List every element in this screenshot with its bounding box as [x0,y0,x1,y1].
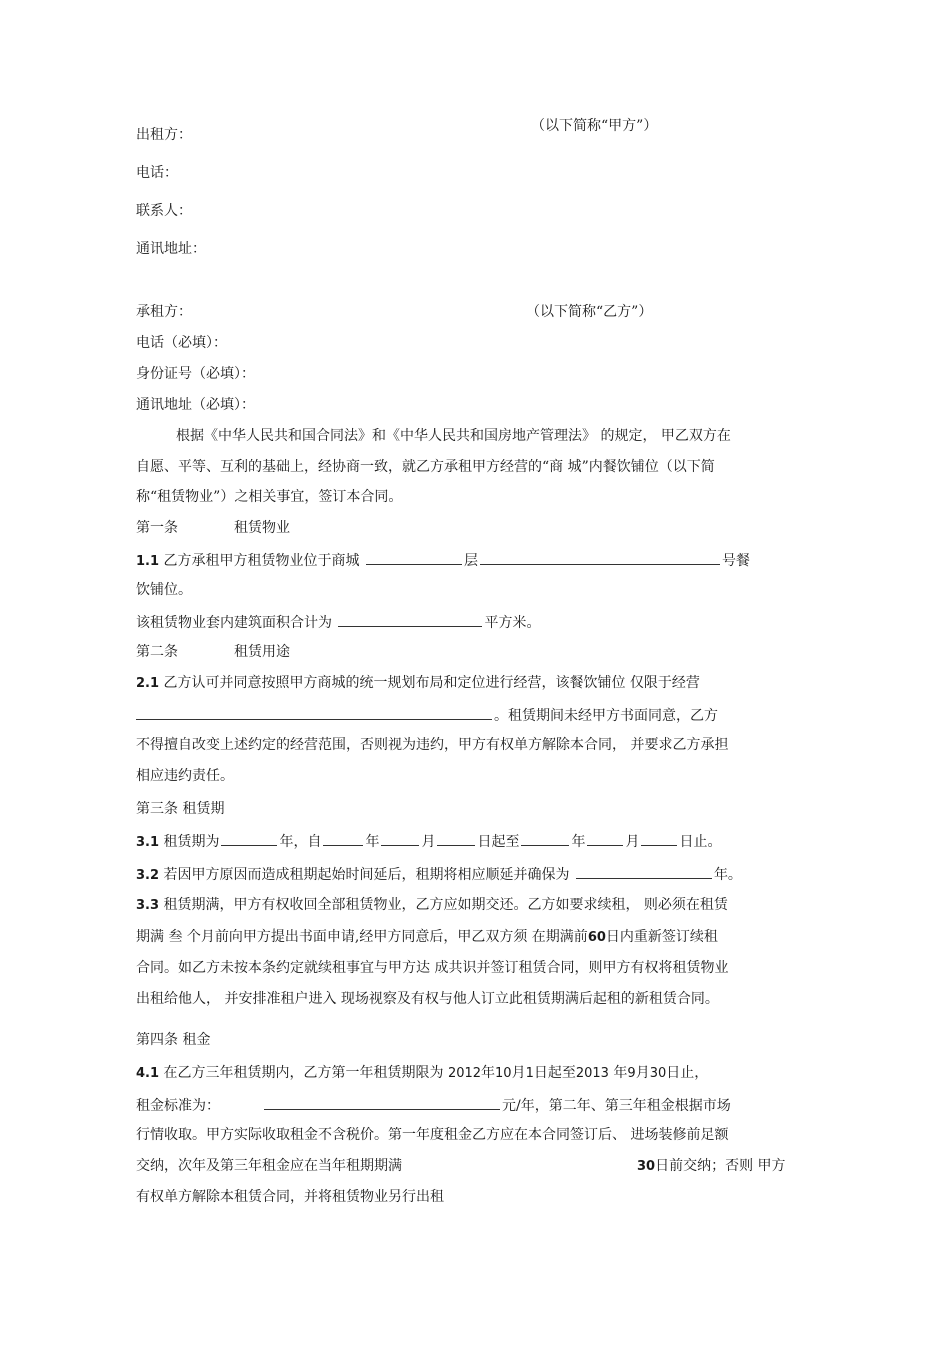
clause-4-1-line-1 [136,1063,708,1083]
clause-4-1-text-f: 日前交纳；否则 甲方 [655,1158,786,1174]
first-year-end-day: 30 [649,1066,667,1081]
clause-3-1-text-e: 日起至 [477,834,520,850]
lessee-address: 通讯地址（必填）： [136,397,255,413]
clause-1-1-line-1 [136,549,750,569]
clause-1-1-number: 1.1 [136,554,160,569]
extended-term-blank[interactable] [576,863,712,879]
unit-number-blank[interactable] [480,549,720,565]
clause-3-1-text-a: 租赁期为 [163,834,220,850]
lessee-label: 承租方： [136,304,192,320]
end-day-text: 日止， [666,1065,709,1081]
end-year-blank[interactable] [521,830,569,846]
clause-3-3-line-3: 合同。如乙方未按本条约定就续租事宜与甲方达 成共识并签订租赁合同，则甲方有权将租赁物业 [136,960,729,976]
first-year-end-month: 9 [627,1066,636,1081]
start-year-blank[interactable] [323,830,363,846]
month-char-2: 月 [635,1065,650,1081]
preamble-line-1: 根据《中华人民共和国合同法》和《中华人民共和国房地产管理法》 的规定， 甲乙双方在 [176,428,731,444]
clause-2-1-text-b: 。租赁期间未经甲方书面同意，乙方 [494,708,718,724]
end-month-blank[interactable] [587,830,623,846]
clause-3-3-line-2 [136,927,718,947]
clause-1-1-text-b: 层 [463,553,478,569]
clause-1-1-text-f: 平方米。 [484,615,541,631]
lessor-address: 通讯地址： [136,241,206,257]
clause-3-1 [136,830,721,850]
lessee-id-number: 身份证号（必填）： [136,366,255,382]
clause-4-1-line-4: 交纳，次年及第三年租金应在当年租期期满 [136,1158,402,1174]
clause-4-1-line-5: 有权单方解除本租赁合同，并将租赁物业另行出租 [136,1189,444,1205]
clause-3-2 [136,863,742,883]
clause-1-1-text-c: 号餐 [721,553,750,569]
clause-2-1-line-2 [136,704,718,724]
year-char-1: 年 [481,1065,496,1081]
clause-4-1-text-c: 元/年，第二年、第三年租金根据市场 [502,1098,731,1114]
clause-1-1-text-a: 乙方承租甲方租赁物业位于商城 [163,553,360,569]
from-to-text: 日起至 [533,1065,576,1081]
clause-2-1-line-1 [136,673,700,693]
clause-4-1-line-2 [136,1094,731,1114]
clause-3-1-text-h: 日止。 [679,834,722,850]
year-char-2: 年 [613,1065,628,1081]
clause-2-1-line-3: 不得擅自改变上述约定的经营范围，否则视为违约，甲方有权单方解除本合同， 并要求乙方承担 [136,737,729,753]
first-year-start-month: 10 [495,1066,512,1081]
month-char-1: 月 [511,1065,526,1081]
clause-4-1-text-b: 租金标准为： [136,1098,220,1114]
lessee-alias: （以下简称“乙方”） [526,304,653,320]
clause-3-3-days: 60 [587,930,606,945]
article-1-number: 第一条 [136,520,178,536]
article-3-heading: 第三条 租赁期 [136,801,225,817]
clause-2-1-number: 2.1 [136,676,160,691]
clause-3-1-text-c: 年 [365,834,380,850]
clause-1-1-line-3 [136,611,540,631]
term-years-blank[interactable] [221,830,277,846]
article-1-heading [136,518,290,538]
article-2-heading [136,642,290,662]
floor-blank[interactable] [366,549,462,565]
clause-4-1-line-3: 行情收取。甲方实际收取租金不含税价。第一年度租金乙方应在本合同签订后、 进场装修前足额 [136,1127,729,1143]
clause-4-1-text-a: 在乙方三年租赁期内，乙方第一年租赁期限为 [163,1065,444,1081]
payment-days: 30 [637,1159,656,1174]
clause-3-1-text-b: 年，自 [279,834,322,850]
article-1-title: 租赁物业 [234,520,290,536]
clause-3-2-number: 3.2 [136,868,160,883]
clause-3-2-text-b: 年。 [713,867,742,883]
clause-3-3-line-4: 出租给他人， 并安排准租户进入 现场视察及有权与他人订立此租赁期满后起租的新租赁合同。 [136,991,719,1007]
annual-rent-blank[interactable] [264,1094,500,1110]
area-blank[interactable] [338,611,482,627]
clause-3-1-number: 3.1 [136,835,160,850]
article-4-heading: 第四条 租金 [136,1032,211,1048]
clause-3-3-text-b1: 期满 叁 个月前向甲方提出书面申请,经甲方同意后，甲乙双方须 在期满前 [136,929,588,945]
clause-4-1-line-4-right [637,1156,786,1177]
lessor-phone: 电话： [136,165,178,181]
clause-3-3-text-b3: 日内重新签订续租 [605,929,718,945]
lessor-contact: 联系人： [136,203,192,219]
clause-1-1-text-e: 该租赁物业套内建筑面积合计为 [136,615,332,631]
clause-1-1-line-2: 饮铺位。 [136,582,192,598]
clause-3-1-text-f: 年 [571,834,586,850]
lessor-label: 出租方： [136,127,192,143]
article-2-number: 第二条 [136,644,178,660]
start-month-blank[interactable] [381,830,419,846]
first-year-start-day: 1 [525,1066,534,1081]
clause-3-1-text-d: 月 [421,834,436,850]
start-day-blank[interactable] [437,830,475,846]
clause-2-1-line-4: 相应违约责任。 [136,768,234,784]
article-2-title: 租赁用途 [234,644,290,660]
end-day-blank[interactable] [641,830,677,846]
clause-3-3-line-1 [136,895,728,915]
lessee-phone: 电话（必填）： [136,335,227,351]
clause-3-3-number: 3.3 [136,898,160,913]
clause-3-2-text-a: 若因甲方原因而造成租期起始时间延后，租期将相应顺延并确保为 [163,867,570,883]
preamble-line-2: 自愿、平等、互利的基础上，经协商一致，就乙方承租甲方经营的“商 城”内餐饮铺位（以下简 [136,459,715,475]
business-scope-blank[interactable] [136,704,492,720]
preamble-line-3: 称“租赁物业”）之相关事宜，签订本合同。 [136,489,403,505]
first-year-end-year: 2013 [575,1066,609,1081]
first-year-start-year: 2012 [447,1066,482,1081]
lessor-alias: （以下简称“甲方”） [531,118,658,134]
clause-3-3-text-a: 租赁期满，甲方有权收回全部租赁物业，乙方应如期交还。乙方如要求续租， 则必须在租赁 [163,897,728,913]
clause-3-1-text-g: 月 [625,834,640,850]
clause-2-1-text-a: 乙方认可并同意按照甲方商城的统一规划布局和定位进行经营，该餐饮铺位 仅限于经营 [163,675,700,691]
clause-4-1-number: 4.1 [136,1066,160,1081]
